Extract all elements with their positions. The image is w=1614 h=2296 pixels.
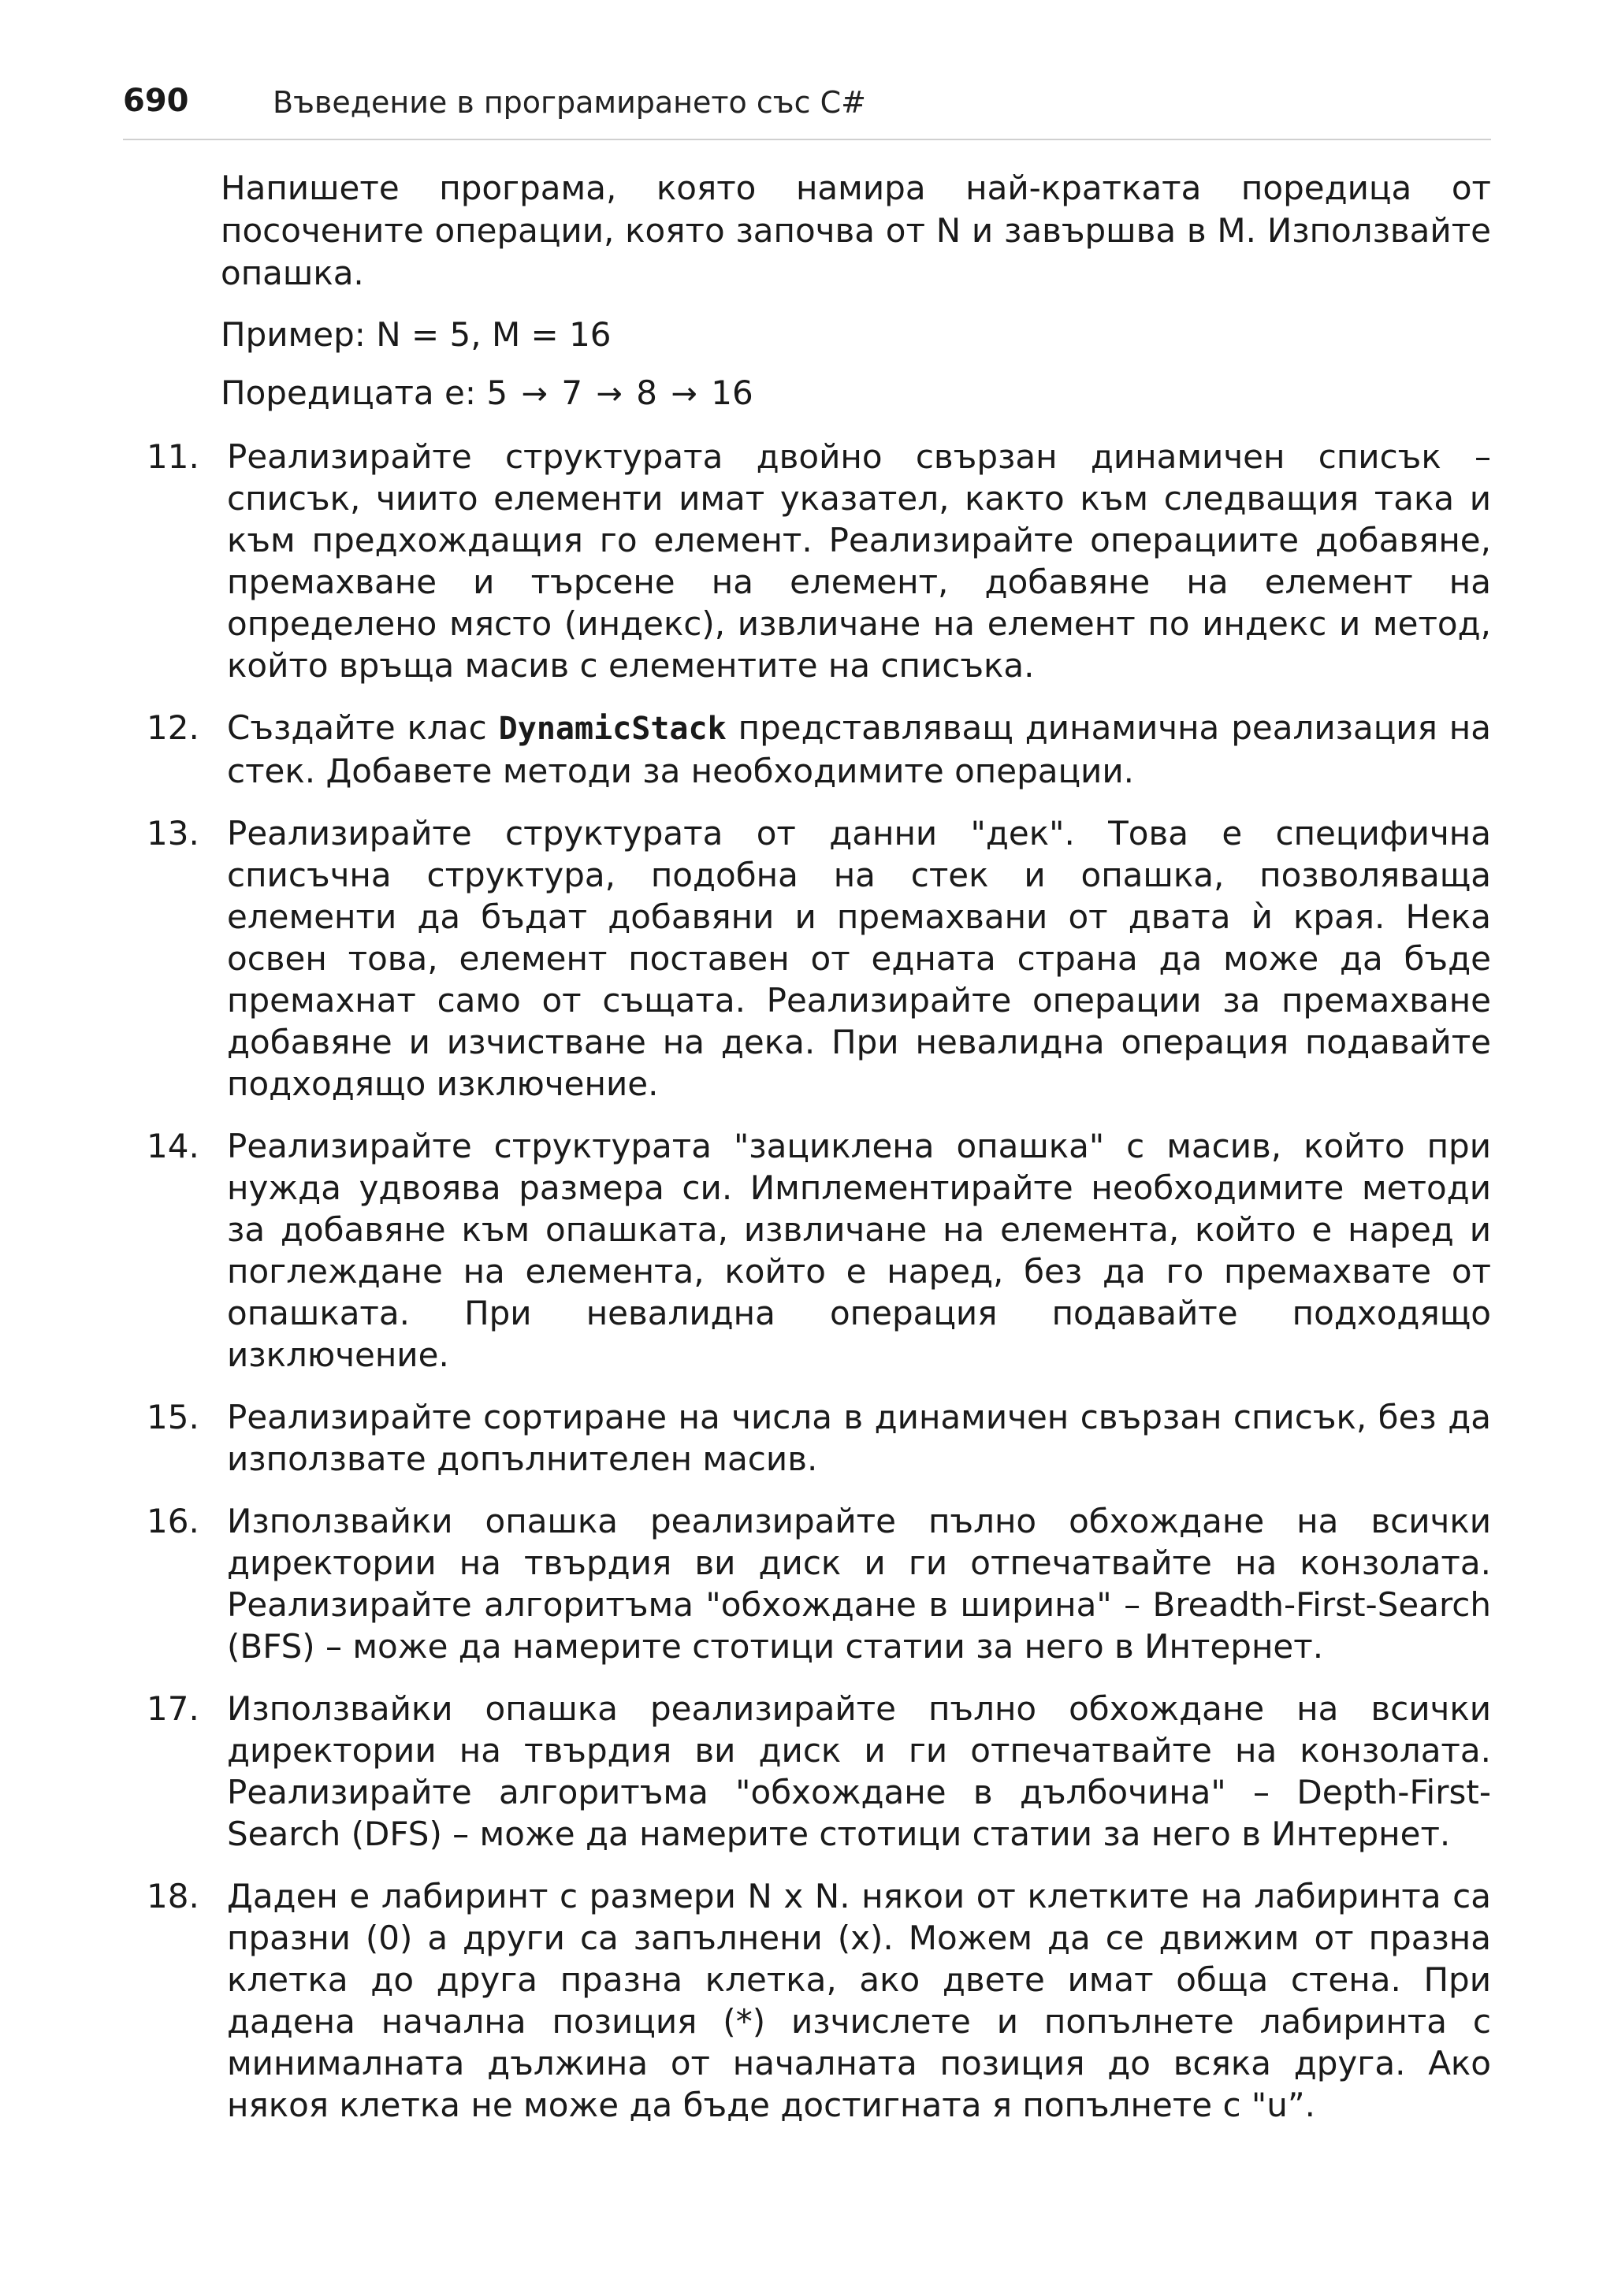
intro-paragraph: Напишете програма, която намира най-кратката поредица от посочените операции, която започва от N и завършва в M. Използвайте опашка. xyxy=(221,169,1491,292)
sequence-value: 8 xyxy=(636,373,658,412)
page-content xyxy=(123,167,1491,2126)
exercise-item xyxy=(123,1875,1491,2126)
arrow-icon: → xyxy=(671,376,697,412)
exercise-number: 11. xyxy=(147,437,199,476)
exercise-text: Реализирайте структурата двойно свързан динамичен списък – списък, чиито елементи имат указател, както към следващия така и към предхождащия го елемент. Реализирайте операциите добавяне, премахване и търсене на елемент, добавяне на елемент на определено място (индекс), извличане на елемент по индекс и метод, който връща масив с елементите на списъка. xyxy=(227,437,1491,685)
class-name-code: DynamicStack xyxy=(498,711,727,747)
exercise-number: 18. xyxy=(147,1877,199,1915)
sequence-prefix: Поредицата е: xyxy=(221,373,487,412)
exercise-10-continuation xyxy=(221,167,1491,415)
exercise-text: Използвайки опашка реализирайте пълно обхождане на всички директории на твърдия ви диск и ги отпечатвайте на конзолата. Реализирайте алгоритъма "обхождане в ширина" – Breadth-First-Search (BFS) – може да намерите стотици статии за него в Интернет. xyxy=(227,1502,1491,1666)
exercise-item xyxy=(123,1396,1491,1480)
sequence-value: 16 xyxy=(711,373,753,412)
exercise-item xyxy=(123,1688,1491,1855)
example-line: Пример: N = 5, M = 16 xyxy=(221,315,612,354)
arrow-icon: → xyxy=(596,376,623,412)
sequence-value: 5 xyxy=(486,373,508,412)
arrow-icon: → xyxy=(521,376,548,412)
exercise-text: Реализирайте структурата от данни "дек". Това е специфична списъчна структура, подобна на стек и опашка, позволяваща елементи да бъдат добавяни и премахвани от двата ѝ края. Нека освен това, елемент поставен от едната страна да може да бъде премахнат само от същата. Реализирайте операции за премахване добавяне и изчистване на дека. При невалидна операция подавайте подходящо изключение. xyxy=(227,814,1491,1103)
exercise-item xyxy=(123,1500,1491,1667)
exercise-item xyxy=(123,707,1491,792)
exercise-text xyxy=(227,707,1491,792)
exercise-number: 12. xyxy=(147,708,199,747)
exercise-item xyxy=(123,812,1491,1105)
exercise-text: Даден е лабиринт с размери N x N. някои от клетките на лабиринта са празни (0) а други са запълнени (x). Можем да се движим от празна клетка до друга празна клетка, ако двете имат обща стена. При дадена начална позиция (*) изчислете и попълнете лабиринта с минималната дължина от началната позиция до всяка друга. Ако някоя клетка не може да бъде достигната я попълнете с "u”. xyxy=(227,1877,1491,2124)
page-number: 690 xyxy=(123,83,189,119)
exercise-item xyxy=(123,1125,1491,1376)
sequence-value: 7 xyxy=(561,373,583,412)
exercise-number: 13. xyxy=(147,814,199,853)
exercise-number: 16. xyxy=(147,1502,199,1540)
exercise-text-part: представляващ динамична реализация на стек. Добавете методи за необходимите операции. xyxy=(227,708,1491,790)
exercise-number: 14. xyxy=(147,1127,199,1165)
exercise-item xyxy=(123,436,1491,686)
running-title: Въведение в програмирането със C# xyxy=(273,85,866,120)
exercise-text: Използвайки опашка реализирайте пълно обхождане на всички директории на твърдия ви диск и ги отпечатвайте на конзолата. Реализирайте алгоритъма "обхождане в дълбочина" – Depth-First-Search (DFS) – може да намерите стотици статии за него в Интернет. xyxy=(227,1689,1491,1853)
page-header xyxy=(123,76,1491,140)
exercise-number: 17. xyxy=(147,1689,199,1728)
sequence-line xyxy=(221,372,1491,415)
exercise-text-part: Създайте клас xyxy=(227,708,499,747)
exercise-text: Реализирайте сортиране на числа в динамичен свързан списък, без да използвате допълнителен масив. xyxy=(227,1398,1491,1478)
exercise-number: 15. xyxy=(147,1398,199,1436)
exercise-text: Реализирайте структурата "зациклена опашка" с масив, който при нужда удвоява размера си. Имплементирайте необходимите методи за добавяне към опашката, извличане на елемента, който е наред и поглеждане на елемента, който е наред, без да го премахвате от опашката. При невалидна операция подавайте подходящо изключение. xyxy=(227,1127,1491,1374)
